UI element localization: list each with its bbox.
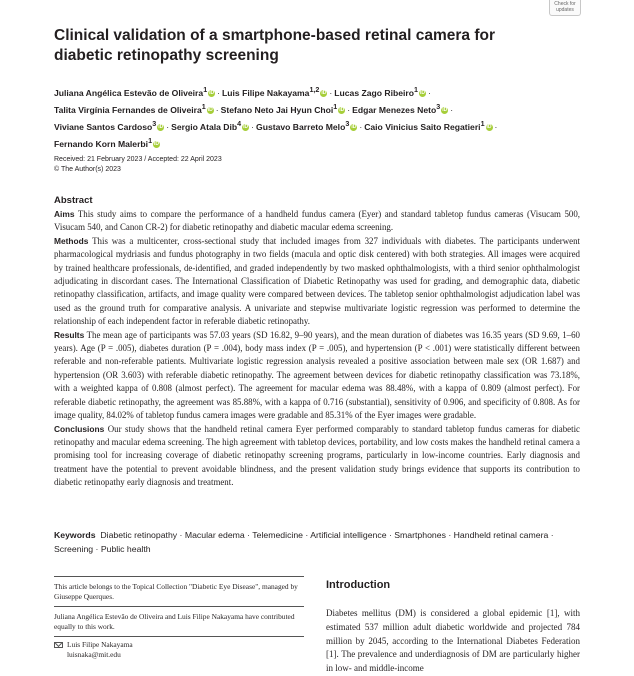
orcid-icon[interactable]: iD bbox=[339, 106, 345, 113]
orcid-icon[interactable]: iD bbox=[209, 90, 215, 97]
author-separator: · bbox=[347, 104, 351, 115]
orcid-icon[interactable]: iD bbox=[321, 90, 327, 97]
article-dates bbox=[54, 155, 222, 175]
corresponding-author bbox=[54, 640, 304, 650]
author-affiliation: 1,2 bbox=[309, 86, 320, 94]
author-affiliation: 1 bbox=[203, 86, 208, 94]
abstract-label: Results bbox=[54, 329, 85, 340]
abstract bbox=[54, 195, 580, 490]
author-separator: · bbox=[217, 87, 221, 98]
abstract-label: Aims bbox=[54, 209, 75, 219]
orcid-icon[interactable]: iD bbox=[420, 90, 426, 97]
author-affiliation: 1 bbox=[333, 102, 338, 111]
abstract-text: Our study shows that the handheld retinal camera Eyer performed comparably to standard tabletop fundus cameras for diabetic retinopathy and macular edema screening. The high agreement with tabletop devices, portability, and low costs makes the handheld retinal camera a promising tool for increasing coverage of diabetic retinopathy screening programs, particularly in low-income countries. Early diagnosis and treatment have the potential to prevent avoidable blindness, and the present validation study brings evidence that supports its contribution to diabetic retinopathy early diagnosis and treatment. bbox=[54, 423, 580, 488]
abstract-heading: Abstract bbox=[54, 195, 93, 206]
abstract-results bbox=[54, 329, 580, 423]
orcid-icon[interactable]: iD bbox=[442, 106, 448, 113]
author-affiliation: 1 bbox=[414, 86, 419, 94]
author-separator: · bbox=[428, 87, 431, 98]
author-line bbox=[54, 83, 574, 100]
keywords bbox=[54, 529, 580, 556]
author-name[interactable]: Viviane Santos Cardoso bbox=[54, 121, 153, 132]
author-separator: · bbox=[359, 121, 363, 132]
orcid-icon[interactable]: iD bbox=[154, 140, 160, 147]
orcid-icon[interactable]: iD bbox=[351, 123, 357, 130]
contact-email-line bbox=[54, 650, 304, 660]
abstract-label: Methods bbox=[54, 235, 89, 246]
author-name[interactable]: Edgar Menezes Neto bbox=[352, 104, 437, 115]
abstract-text: This was a multicenter, cross-sectional study that included images from 327 individuals with diabetes. The participants underwent pharmacological mydriasis and fundus photography in two fields (macula and optic disk centered) with both strategies. All images were acquired by trained healthcare professionals, de-identified, and graded independently by two masked ophthalmologists, with a third senior ophthalmologist adjudicating in discordant cases. The International Classification of Diabetic Retinopathy was used for grading, and demographic data, diabetic retinopathy classification, artifacts, and image quality were compared between devices. The tabletop senior ophthalmologist adjudication label was used as the ground truth for comparative analysis. A univariate and stepwise multivariate logistic regression was performed to determine the relationship of each independent factor in referable diabetic retinopathy. bbox=[54, 235, 580, 327]
envelope-icon bbox=[54, 642, 63, 648]
abstract-conclusions bbox=[54, 423, 580, 490]
keywords-label: Keywords bbox=[54, 530, 96, 540]
abstract-methods bbox=[54, 235, 580, 329]
author-name[interactable]: Stefano Neto Jai Hyun Choi bbox=[220, 104, 334, 115]
author-affiliation: 3 bbox=[152, 119, 157, 128]
author-separator: · bbox=[215, 104, 219, 115]
article-title: Clinical validation of a smartphone-based retinal camera for diabetic retinopathy screening bbox=[54, 27, 496, 64]
author-affiliation: 3 bbox=[345, 119, 350, 128]
footnote-collection-block bbox=[54, 577, 304, 607]
author-separator: · bbox=[166, 121, 170, 132]
orcid-icon[interactable]: iD bbox=[207, 106, 213, 113]
author-line bbox=[54, 117, 574, 134]
author-name[interactable]: Lucas Zago Ribeiro bbox=[334, 87, 415, 98]
badge-line-2: updates bbox=[556, 6, 574, 13]
orcid-icon[interactable]: iD bbox=[486, 123, 492, 130]
author-name[interactable]: Caio Vinicius Saito Regatieri bbox=[364, 121, 481, 132]
author-separator: · bbox=[450, 104, 454, 115]
orcid-icon[interactable]: iD bbox=[158, 123, 164, 130]
abstract-label: Conclusions bbox=[54, 423, 105, 434]
introduction-text: Diabetes mellitus (DM) is considered a global epidemic [1], with estimated 537 million adult diabetic worldwide and projected 784 million by 2045, according to the International Diabetes Federation [1]. The prevalence and underdiagnosis of DM are particularly higher in low- and middle-income bbox=[326, 608, 580, 674]
keywords-list: Diabetic retinopathy · Macular edema · Telemedicine · Artificial intelligence · Smartphones · Handheld retinal camera · Screening · Public health bbox=[54, 530, 554, 554]
footnote-collection: This article belongs to the Topical Collection "Diabetic Eye Disease", managed by Giuseppe Querques. bbox=[54, 582, 298, 601]
received-accepted-dates: Received: 21 February 2023 / Accepted: 22 April 2023 bbox=[54, 156, 222, 163]
author-affiliation: 1 bbox=[201, 102, 206, 111]
footnotes bbox=[54, 576, 304, 660]
author-separator: · bbox=[251, 121, 255, 132]
author-line bbox=[54, 134, 574, 151]
abstract-text: This study aims to compare the performance of a handheld fundus camera (Eyer) and standard tabletop fundus cameras (Visucam 500, Visucam 540, and Canon CR-2) for diabetic retinopathy and diabetic macular edema screening. bbox=[54, 209, 580, 233]
copyright-notice: © The Author(s) 2023 bbox=[54, 166, 121, 173]
author-name[interactable]: Fernando Korn Malerbi bbox=[54, 138, 149, 149]
author-name[interactable]: Luis Filipe Nakayama bbox=[222, 87, 310, 98]
author-separator: · bbox=[329, 87, 333, 98]
abstract-text: The mean age of participants was 57.03 years (SD 16.82, 9–90 years), and the mean duration of diabetes was 16.35 years (SD 9.69, 1–60 years). Age (P = .005), diabetes duration (P = .004), body mass index (P = .005), and hypertension (P < .001) were statistically different between referable and non-referable patients. Multivariate logistic regression analysis revealed a positive association between male sex (OR 1.687) and hypertension (OR 3.603) with referable diabetic retinopathy. The agreement between devices for diabetic retinopathy classification was 73.18%, with a weighted kappa of 0.808 (almost perfect). The agreement for macular edema was 88.48%, with a kappa of 0.809 (almost perfect). For referable diabetic retinopathy, the agreement was 85.88%, with a kappa of 0.716 (substantial), sensitivity of 0.906, and specificity of 0.808. As for image quality, 84.02% of tabletop fundus camera images were gradable and 85.31% of the Eyer images were gradable. bbox=[54, 329, 580, 421]
abstract-aims bbox=[54, 208, 580, 235]
footnote-equal-block bbox=[54, 607, 304, 637]
check-for-updates-badge[interactable] bbox=[549, 0, 581, 16]
author-affiliation: 1 bbox=[480, 119, 485, 128]
author-separator: · bbox=[494, 121, 498, 132]
author-name[interactable]: Sergio Atala Dib bbox=[171, 121, 238, 132]
author-affiliation: 1 bbox=[148, 136, 153, 145]
author-affiliation: 3 bbox=[436, 102, 441, 111]
author-list bbox=[54, 83, 574, 150]
contact-email[interactable]: luisnaka@mit.edu bbox=[67, 650, 121, 659]
author-line bbox=[54, 100, 574, 117]
footnote-equal-contribution: Juliana Angélica Estevão de Oliveira and Luis Filipe Nakayama have contributed equally to this work. bbox=[54, 612, 295, 631]
author-name[interactable]: Gustavo Barreto Melo bbox=[256, 121, 346, 132]
author-name[interactable]: Talita Virgínia Fernandes de Oliveira bbox=[54, 104, 202, 115]
contact-name: Luis Filipe Nakayama bbox=[67, 640, 133, 649]
badge-line-1: Check for bbox=[554, 1, 576, 7]
author-affiliation: 4 bbox=[237, 119, 242, 128]
author-name[interactable]: Juliana Angélica Estevão de Oliveira bbox=[54, 87, 204, 98]
orcid-icon[interactable]: iD bbox=[243, 123, 249, 130]
introduction-heading: Introduction bbox=[326, 579, 391, 591]
